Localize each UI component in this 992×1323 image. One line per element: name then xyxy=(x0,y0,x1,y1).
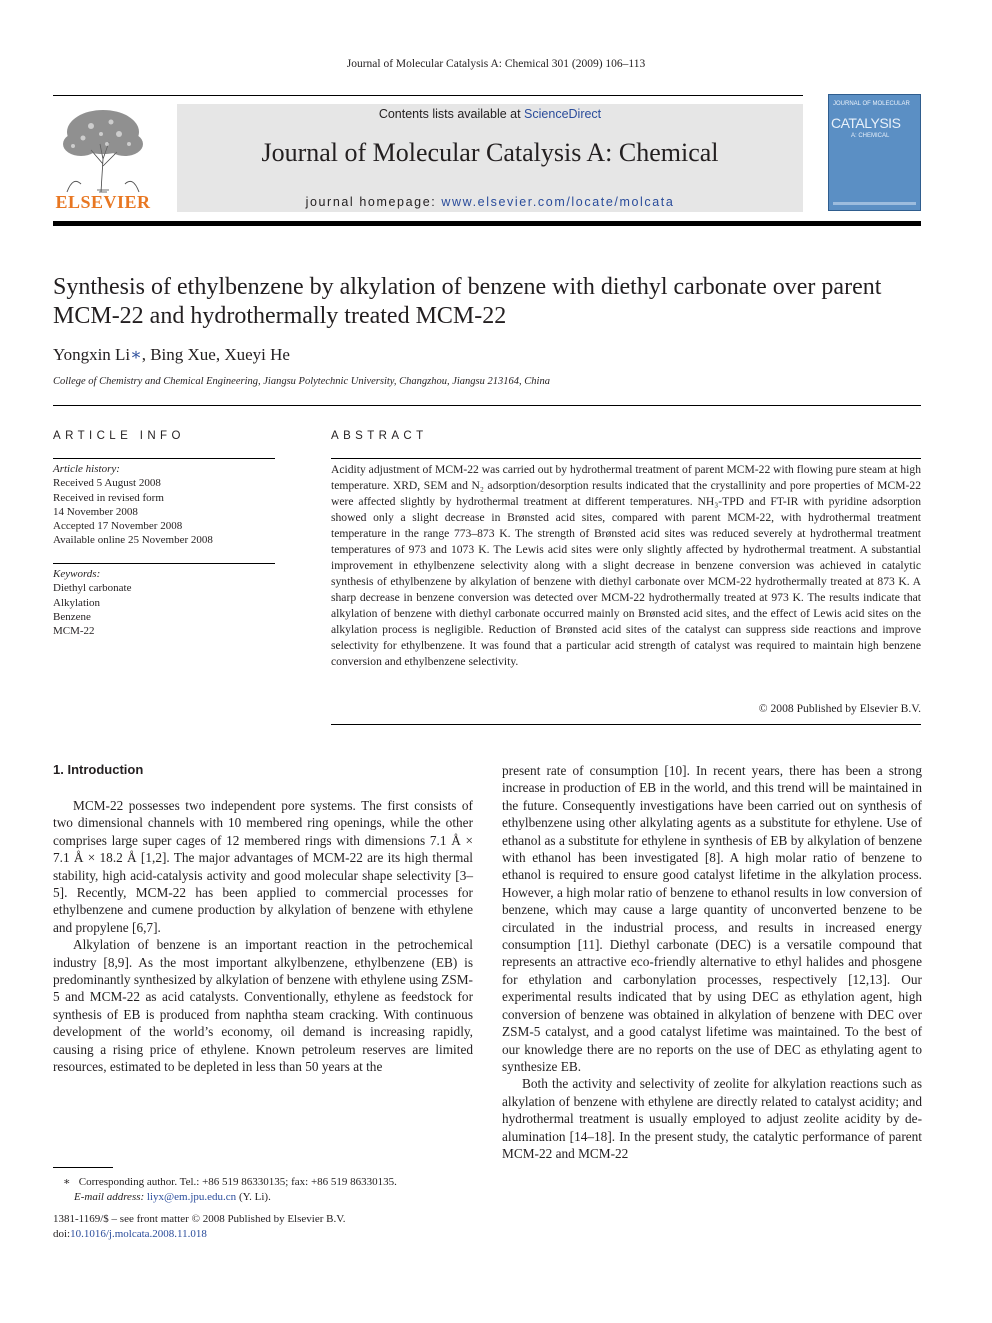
corresponding-author-mark[interactable]: ∗ xyxy=(130,345,142,364)
body-paragraph: present rate of consumption [10]. In recent years, there has been a strong increase in production of EB in the world, and this trend will be maintained in the future. Consequently investigations have been carried out on synthesis of ethylbenzene using other alkylating agents as a substitute for ethylene. Use of ethanol as a substitute for ethylene in synthesis of EB by alkylation of benzene with ethanol has been investigated [8]. A high molar ratio of benzene to ethanol is required to ensure good catalyst lifetime in the alkylation process. However, a high molar ratio of benzene to ethanol results in low conversion of benzene, which may cause a large quantity of unconverted benzene to be circulated in the industrial process, and results in increased energy consumption [11]. Diethyl carbonate (DEC) is a versatile compound that represents an attractive eco-friendly alternative to ethyl halides and phosgene for ethylation and carbonylation processes, respectively [12,13]. Our experimental results indicated that by using DEC as ethylation agent, high conversion of benzene was obtained in alkylation of benzene with DEC over ZSM-5 catalyst, and a good catalyst lifetime was maintained. To the best of our knowledge there are no reports on the use of DEC as ethylating agent to synthesize EB. xyxy=(502,763,922,1074)
elsevier-wordmark: ELSEVIER xyxy=(55,192,151,212)
journal-title: Journal of Molecular Catalysis A: Chemical xyxy=(261,138,719,167)
header-top-rule xyxy=(53,95,803,96)
body-column-right xyxy=(502,762,922,1162)
abstract-text: Acidity adjustment of MCM-22 was carried out by hydrothermal treatment of parent MCM-22 with flowing pure steam at high temperature. XRD, SEM and N₂ adsorption/desorption results indicated that the crystallinity and pore properties of MCM-22 were affected slightly by hydrothermal treatment at different temperatures. NH₃-TPD and FT-IR with pyridine adsorption showed only a slight decrease in Brønsted acid sites, compared with parent MCM-22, with hydrothermal treatment temperature in the range 773–873 K. The strength of Brønsted acid sites was reduced severely at hydrothermal treatment temperatures of 973 and 1073 K. The Lewis acid sites were only slightly affected by hydrothermal treatment. A substantial improvement in ethylbenzene selectivity along with a slight decrease in benzene conversion was achieved in catalytic synthesis of ethylbenzene by alkylation of benzene with diethyl carbonate over MCM-22 hydrothermally treated at 873 K. A sharp decrease in benzene conversion was detected over MCM-22 hydrothermally treated at 973 K. The results indicate that alkylation of benzene with diethyl carbonate occurred mainly on Brønsted acid sites, and the effect of Lewis acid sites on the alkylation process is negligible. Reduction of Brønsted acid sites of the catalyst can suppress side reactions and improve selectivity for ethylbenzene. It was found that a particular acid strength of catalyst was required to maintain high benzene conversion and ethylbenzene selectivity. xyxy=(331,463,921,668)
header-thick-rule xyxy=(53,221,921,226)
history-item: Accepted 17 November 2008 xyxy=(53,520,183,533)
cover-top-text: JOURNAL OF MOLECULAR xyxy=(833,101,910,107)
elsevier-logo[interactable] xyxy=(53,104,153,214)
journal-header xyxy=(177,104,803,212)
article-title: Synthesis of ethylbenzene by alkylation of benzene with diethyl carbonate over parent MCM-22 and hydrothermally treated MCM-22 xyxy=(53,274,882,329)
history-label: Article history: xyxy=(53,463,120,475)
corresponding-author-footnote xyxy=(53,1167,483,1204)
homepage-prefix: journal homepage: xyxy=(305,195,442,209)
cover-subtitle: A: CHEMICAL xyxy=(851,133,890,139)
title-divider xyxy=(53,405,921,406)
contents-line xyxy=(177,107,803,121)
section-heading-introduction: 1. Introduction xyxy=(53,762,144,777)
history-item: Received 5 August 2008 xyxy=(53,477,161,490)
affiliation: College of Chemistry and Chemical Engineering, Jiangsu Polytechnic University, Changzhou, Jiangsu 213164, China xyxy=(53,376,550,387)
history-item: Available online 25 November 2008 xyxy=(53,534,213,547)
history-item: 14 November 2008 xyxy=(53,505,138,518)
abstract-rule xyxy=(331,458,921,459)
issn-line: 1381-1169/$ – see front matter © 2008 Published by Elsevier B.V. xyxy=(53,1213,346,1225)
author-rest: , Bing Xue, Xueyi He xyxy=(141,345,290,364)
cover-journal-name: CATALYSIS xyxy=(831,115,901,131)
journal-cover-thumbnail[interactable] xyxy=(828,94,921,211)
keyword-item: Benzene xyxy=(53,610,91,623)
history-item: Received in revised form xyxy=(53,491,164,504)
cover-footer-bar xyxy=(833,202,916,205)
keyword-item: MCM-22 xyxy=(53,625,95,638)
footnote-rule xyxy=(53,1167,113,1168)
author-list xyxy=(53,345,290,365)
contents-prefix: Contents lists available at xyxy=(378,107,525,121)
keywords-rule xyxy=(53,563,275,564)
abstract-copyright: © 2008 Published by Elsevier B.V. xyxy=(758,702,921,715)
footnote-contact: Corresponding author. Tel.: +86 519 86330135; fax: +86 519 86330135. xyxy=(78,1176,397,1188)
email-label: E-mail address: xyxy=(74,1190,147,1203)
author-first: Yongxin Li xyxy=(53,345,131,364)
keyword-item: Alkylation xyxy=(53,596,101,609)
email-suffix: (Y. Li). xyxy=(236,1190,271,1203)
article-history xyxy=(53,462,275,548)
footnote-mark: ∗ xyxy=(63,1176,71,1188)
doi-line xyxy=(53,1227,346,1242)
homepage-link[interactable]: www.elsevier.com/locate/molcata xyxy=(441,195,675,209)
body-paragraph: Both the activity and selectivity of zeolite for alkylation reactions such as alkylation of benzene with ethylene are directly related to catalyst acidity; and hydrothermal treatment is usually employed to adjust zeolite acidity by de-alumination [14–18]. In the present study, the catalytic performance of parent MCM-22 and MCM-22 xyxy=(502,1076,922,1161)
keywords xyxy=(53,567,275,638)
email-link[interactable]: liyx@em.jpu.edu.cn xyxy=(146,1190,237,1203)
abstract-end-rule xyxy=(331,724,921,725)
keyword-item: Diethyl carbonate xyxy=(53,582,132,595)
footnote-email-line xyxy=(53,1190,483,1205)
keywords-label: Keywords: xyxy=(53,568,101,580)
footnote-line xyxy=(53,1175,483,1190)
doi-prefix: doi: xyxy=(53,1228,71,1240)
elsevier-tree-icon xyxy=(53,104,153,194)
abstract-heading: ABSTRACT xyxy=(331,430,428,442)
article-info-heading: ARTICLE INFO xyxy=(53,430,185,442)
article-info-rule xyxy=(53,458,275,459)
front-matter xyxy=(53,1212,346,1242)
sciencedirect-link[interactable]: ScienceDirect xyxy=(524,107,602,121)
running-head: Journal of Molecular Catalysis A: Chemical 301 (2009) 106–113 xyxy=(346,58,646,70)
body-paragraph: MCM-22 possesses two independent pore systems. The first consists of two dimensional channels with 10 membered ring openings, while the other comprises large super cages of 12 membered rings with dimensions 7.1 Å × 7.1 Å × 18.2 Å [1,2]. The major advantages of MCM-22 are its high thermal stability, high acid-catalysis activity and good molecular shape selectivity [3–5]. Recently, MCM-22 has been applied to commercial processes for ethylbenzene and cumene production by alkylation of benzene with ethylene and propylene [6,7]. xyxy=(53,798,473,935)
doi-link[interactable]: 10.1016/j.molcata.2008.11.018 xyxy=(70,1228,207,1240)
body-column-left xyxy=(53,797,473,1076)
body-paragraph: Alkylation of benzene is an important reaction in the petrochemical industry [8,9]. As the most important alkylbenzene, ethylbenzene (EB) is predominantly synthesized by alkylation of benzene with ethylene using ZSM-5 and MCM-22 as acid catalysts. Conventionally, ethylene as feedstock for synthesis of EB is produced from naphtha steam cracking. With continuous development of the world’s economy, oil demand is increasing rapidly, causing a rising price of ethylene. Known petroleum reserves are limited resources, estimated to be depleted in less than 50 years at the xyxy=(53,937,473,1075)
journal-homepage xyxy=(177,195,803,209)
